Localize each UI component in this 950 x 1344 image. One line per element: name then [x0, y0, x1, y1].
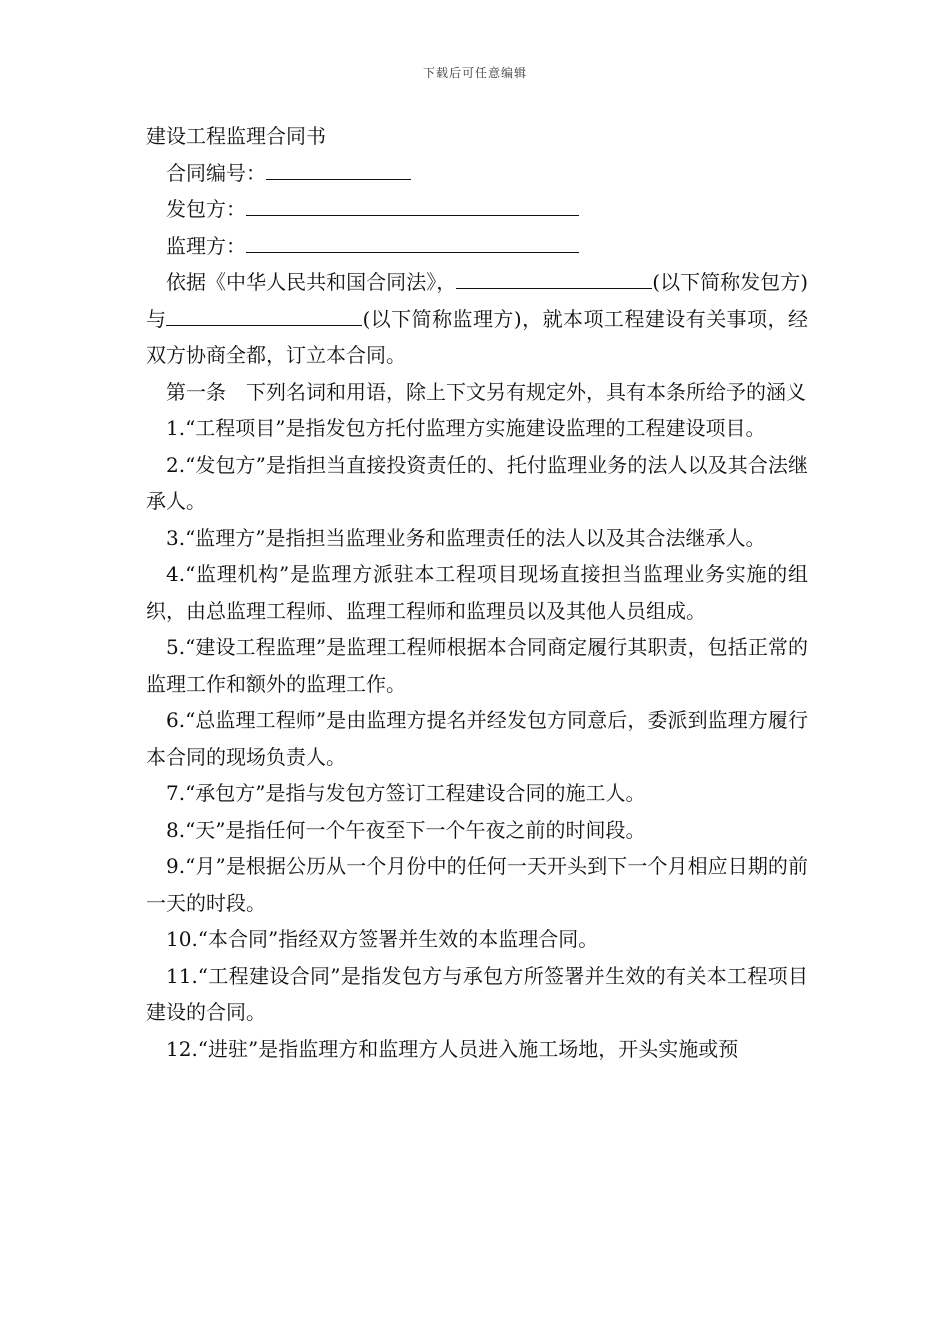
definition-item: 10.“本合同”指经双方签署并生效的本监理合同。	[166, 927, 599, 951]
preamble-part2: (以下简称发包方)与	[146, 270, 809, 331]
preamble-part3: (以下简称监理方)，就本项工程建设有关事项，经双方协商全都，订立本合同。	[146, 306, 808, 367]
contract-number-line	[146, 155, 808, 192]
contract-number-blank[interactable]	[266, 157, 411, 180]
employer-blank[interactable]	[246, 193, 579, 216]
definition-item: 1.“工程项目”是指发包方托付监理方实施建设监理的工程建设项目。	[166, 416, 766, 440]
preamble-part1: 依据《中华人民共和国合同法》，	[166, 270, 457, 294]
preamble-employer-blank[interactable]	[456, 266, 652, 289]
supervisor-line	[146, 228, 808, 265]
definition-item: 12.“进驻”是指监理方和监理方人员进入施工场地，开头实施或预	[166, 1036, 739, 1061]
definition-item: 11.“工程建设合同”是指发包方与承包方所签署并生效的有关本工程项目建设的合同。	[146, 963, 808, 1024]
preamble-supervisor-blank[interactable]	[166, 303, 362, 326]
header-note: 下载后可任意编辑	[422, 66, 527, 80]
contract-number-label: 合同编号：	[166, 160, 266, 185]
document-body	[146, 118, 808, 1067]
employer-line	[146, 191, 808, 228]
definition-item: 9.“月”是根据公历从一个月份中的任何一天开头到下一个月相应日期的前一天的时段。	[146, 854, 808, 915]
document-title: 建设工程监理合同书	[146, 124, 326, 148]
definition-item: 3.“监理方”是指担当监理业务和监理责任的法人以及其合法继承人。	[166, 525, 766, 550]
article-1-heading: 第一条 下列名词和用语，除上下文另有规定外，具有本条所给予的涵义	[166, 379, 806, 404]
definition-item: 2.“发包方”是指担当直接投资责任的、托付监理业务的法人以及其合法继承人。	[146, 452, 808, 513]
definition-item: 4.“监理机构”是监理方派驻本工程项目现场直接担当监理业务实施的组织，由总监理工程师、监理工程师和监理员以及其他人员组成。	[146, 562, 808, 623]
definition-item: 7.“承包方”是指与发包方签订工程建设合同的施工人。	[166, 781, 646, 805]
supervisor-blank[interactable]	[246, 230, 579, 253]
preamble-paragraph	[146, 264, 808, 374]
employer-label: 发包方：	[166, 197, 246, 221]
definition-item: 8.“天”是指任何一个午夜至下一个午夜之前的时间段。	[166, 817, 646, 842]
supervisor-label: 监理方：	[166, 233, 246, 258]
definition-item: 5.“建设工程监理”是监理工程师根据本合同商定履行其职责，包括正常的监理工作和额外的监理工作。	[146, 635, 808, 696]
definition-item: 6.“总监理工程师”是由监理方提名并经发包方同意后，委派到监理方履行本合同的现场负责人。	[146, 708, 808, 769]
